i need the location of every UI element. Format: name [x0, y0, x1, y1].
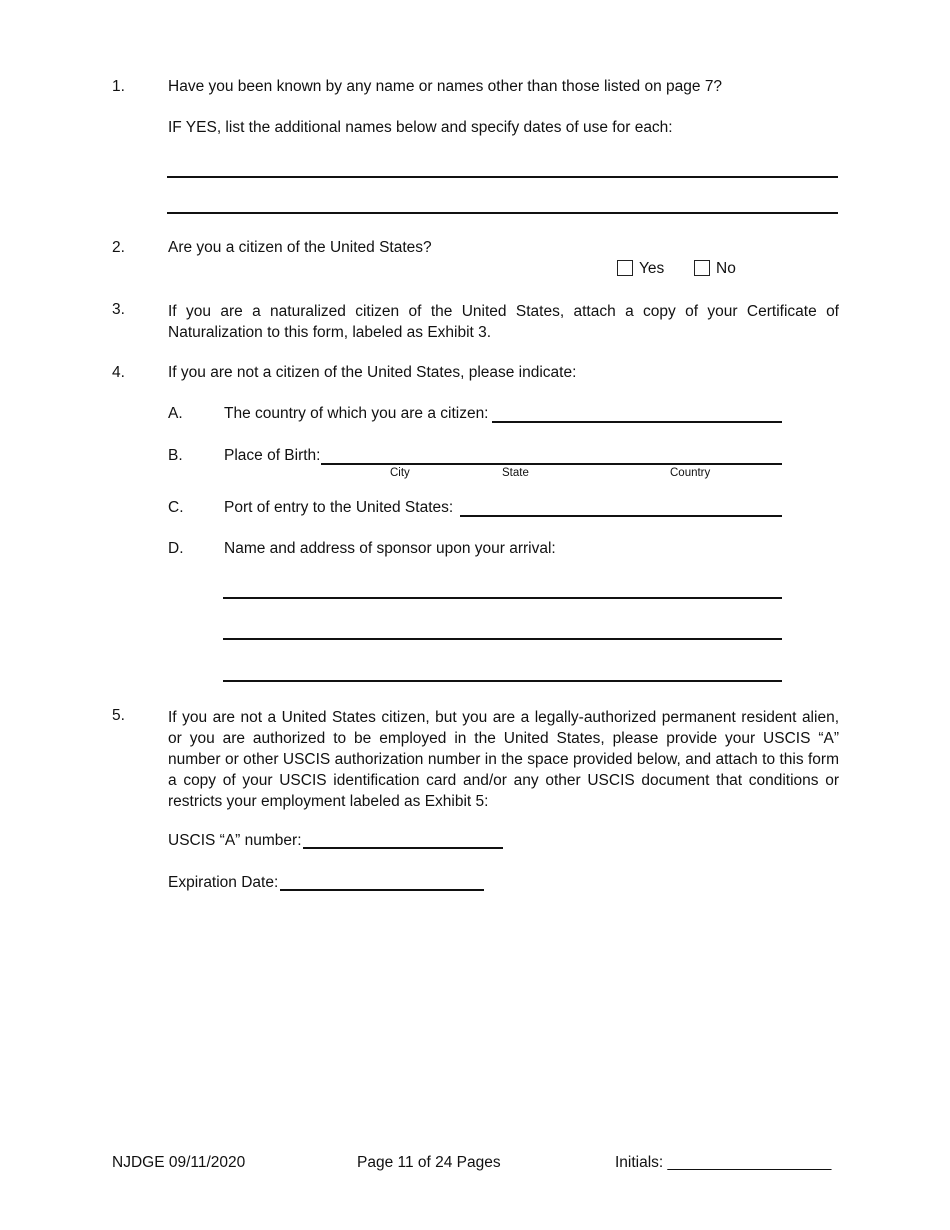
expiration-date-field[interactable] [280, 889, 484, 891]
sponsor-line-1[interactable] [223, 597, 782, 599]
footer-form-id: NJDGE 09/11/2020 [112, 1154, 246, 1171]
sponsor-line-3[interactable] [223, 680, 782, 682]
q4a-label: The country of which you are a citizen: [224, 405, 489, 422]
a-number-label: USCIS “A” number: [168, 832, 302, 849]
state-caption: State [502, 467, 529, 479]
q4c-label: Port of entry to the United States: [224, 499, 454, 516]
city-caption: City [390, 467, 410, 479]
q5-text: If you are not a United States citizen, but you are a legally-authorized permanent resident alien, or you are authorized to be employed in the United States, please provide your USCIS “A” number or other USCIS authorization number in the space provided below, and attach to this form a copy of your USCIS identification card and/or any other USCIS document that conditions or restricts your employment labeled as Exhibit 5: [168, 709, 839, 810]
q2-question: Are you a citizen of the United States? [168, 239, 432, 256]
yes-checkbox[interactable] [617, 260, 633, 276]
q4b-letter: B. [168, 447, 183, 464]
footer-initials[interactable]: Initials: ___________________ [615, 1154, 832, 1171]
expiration-date-label: Expiration Date: [168, 874, 279, 891]
q5-number: 5. [112, 707, 125, 724]
no-label: No [716, 260, 736, 277]
citizenship-country-field[interactable] [492, 421, 782, 423]
q1-number: 1. [112, 78, 125, 95]
q2-number: 2. [112, 239, 125, 256]
a-number-field[interactable] [303, 847, 503, 849]
q4d-label: Name and address of sponsor upon your arrival: [224, 540, 556, 557]
q4b-label: Place of Birth: [224, 447, 321, 464]
q1-instruction: IF YES, list the additional names below and specify dates of use for each: [168, 119, 673, 136]
q4-text: If you are not a citizen of the United States, please indicate: [168, 364, 577, 381]
q4a-letter: A. [168, 405, 183, 422]
q4d-letter: D. [168, 540, 184, 557]
q4c-letter: C. [168, 499, 184, 516]
footer-page-number: Page 11 of 24 Pages [357, 1154, 501, 1171]
q1-answer-line-2[interactable] [167, 212, 838, 214]
place-of-birth-field[interactable] [321, 463, 782, 465]
q1-question: Have you been known by any name or names other than those listed on page 7? [168, 78, 723, 95]
sponsor-line-2[interactable] [223, 638, 782, 640]
yes-label: Yes [639, 260, 665, 277]
q4-number: 4. [112, 364, 125, 381]
q1-answer-line-1[interactable] [167, 176, 838, 178]
country-caption: Country [670, 467, 711, 479]
no-checkbox[interactable] [694, 260, 710, 276]
q3-text: If you are a naturalized citizen of the United States, attach a copy of your Certificate of Naturalization to this form, labeled as Exhibit 3. [168, 303, 839, 341]
port-of-entry-field[interactable] [460, 515, 782, 517]
q3-number: 3. [112, 301, 125, 318]
